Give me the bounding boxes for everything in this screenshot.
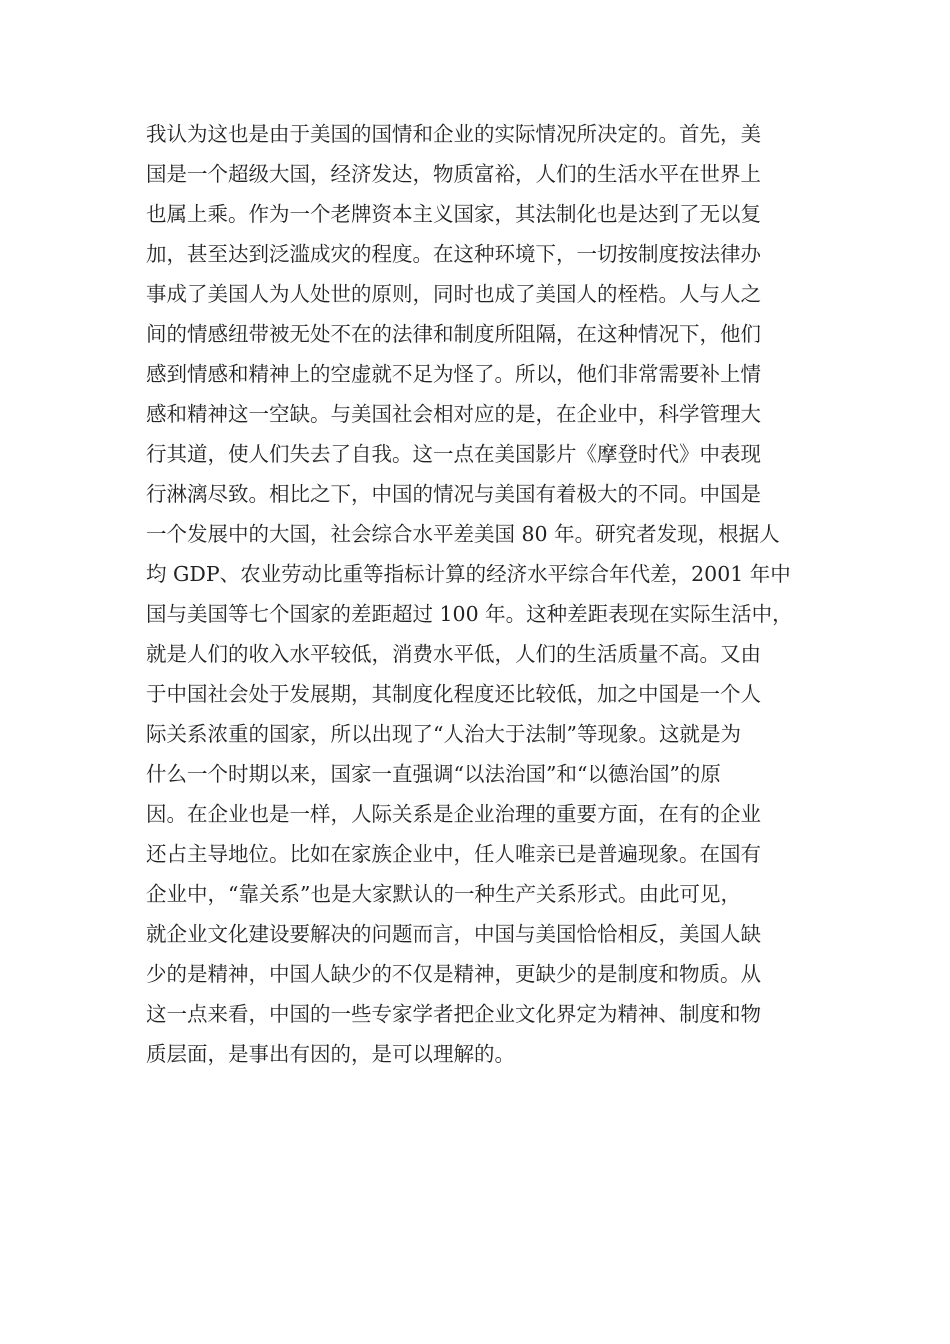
text-line: 事成了美国人为人处世的原则，同时也成了美国人的桎梏。人与人之 (146, 282, 761, 306)
text-line: 感和精神这一空缺。与美国社会相对应的是，在企业中，科学管理大 (146, 402, 761, 426)
text-line: 际关系浓重的国家，所以出现了“人治大于法制”等现象。这就是为 (146, 722, 741, 746)
text-line: 国与美国等七个国家的差距超过 100 年。这种差距表现在实际生活中， (146, 602, 793, 626)
text-line: 因。在企业也是一样，人际关系是企业治理的重要方面，在有的企业 (146, 802, 761, 826)
text-line: 少的是精神，中国人缺少的不仅是精神，更缺少的是制度和物质。从 (146, 962, 761, 986)
text-line: 质层面，是事出有因的，是可以理解的。 (146, 1042, 515, 1066)
text-line: 行其道，使人们失去了自我。这一点在美国影片《摩登时代》中表现 (146, 442, 761, 466)
text-line: 还占主导地位。比如在家族企业中，任人唯亲已是普遍现象。在国有 (146, 842, 761, 866)
text-line: 行淋漓尽致。相比之下，中国的情况与美国有着极大的不同。中国是 (146, 482, 761, 506)
text-line: 间的情感纽带被无处不在的法律和制度所阻隔，在这种情况下，他们 (146, 322, 761, 346)
text-line: 一个发展中的大国，社会综合水平差美国 80 年。研究者发现，根据人 (146, 522, 780, 546)
text-line: 企业中，“靠关系”也是大家默认的一种生产关系形式。由此可见， (146, 882, 741, 906)
text-line: 也属上乘。作为一个老牌资本主义国家，其法制化也是达到了无以复 (146, 202, 761, 226)
text-line: 均 GDP、农业劳动比重等指标计算的经济水平综合年代差，2001 年中 (146, 562, 791, 586)
text-line: 国是一个超级大国，经济发达，物质富裕，人们的生活水平在世界上 (146, 162, 761, 186)
text-line: 什么一个时期以来，国家一直强调“以法治国”和“以德治国”的原 (146, 762, 721, 786)
text-line: 于中国社会处于发展期，其制度化程度还比较低，加之中国是一个人 (146, 682, 761, 706)
body-paragraph (146, 114, 806, 1074)
text-line: 就企业文化建设要解决的问题而言，中国与美国恰恰相反，美国人缺 (146, 922, 761, 946)
text-line: 我认为这也是由于美国的国情和企业的实际情况所决定的。首先，美 (146, 122, 761, 146)
text-line: 这一点来看，中国的一些专家学者把企业文化界定为精神、制度和物 (146, 1002, 761, 1026)
text-line: 就是人们的收入水平较低，消费水平低，人们的生活质量不高。又由 (146, 642, 761, 666)
text-line: 加，甚至达到泛滥成灾的程度。在这种环境下，一切按制度按法律办 (146, 242, 761, 266)
text-line: 感到情感和精神上的空虚就不足为怪了。所以，他们非常需要补上情 (146, 362, 761, 386)
